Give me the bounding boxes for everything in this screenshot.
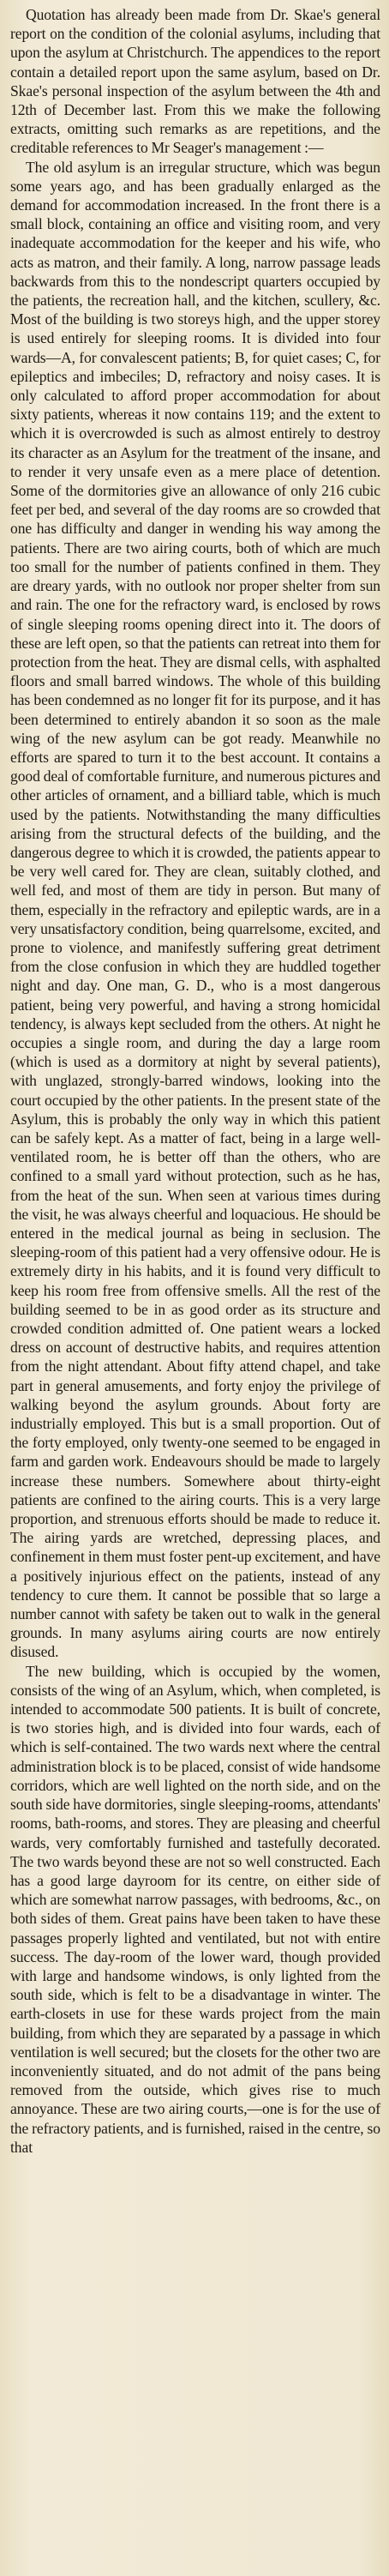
- paragraph-intro: Quotation has already been made from Dr. Skae's general report on the condition of the colonial asylums, including that upon the asylum at Christchurch. The appendices to the report contain a detailed report upon the same asylum, based on Dr. Skae's personal inspection of the asylum between the 4th and 12th of December last. From this we make the following extracts, omitting such remarks as are repetitions, and the creditable references to Mr Seager's management :—: [10, 6, 380, 157]
- paragraph-old-asylum: The old asylum is an irregular structure, which was begun some years ago, and has been gradually enlarged as the demand for accommodation increased. In the front there is a small block, containing an office and visiting room, and very inadequate accommodation for the keeper and his wife, who acts as matron, and their family. A long, narrow passage leads backwards from this to the nondescript quarters occupied by the patients, the recreation hall, and the kitchen, scullery, &c. Most of the building is two storeys high, and the upper storey is used entirely for sleeping rooms. It is divided into four wards—A, for convalescent patients; B, for quiet cases; C, for epileptics and imbeciles; D, refractory and noisy cases. It is only calculated to afford proper accommodation for about sixty patients, whereas it now contains 119; and the extent to which it is overcrowded is such as almost entirely to destroy its character as an Asylum for the treatment of the insane, and to render it very unsafe even as a mere place of detention. Some of the dormitories give an allowance of only 216 cubic feet per bed, and several of the day rooms are so crowded that one has difficulty and danger in wending his way among the patients. There are two airing courts, both of which are much too small for the number of patients confined in them. They are dreary yards, with no outlook nor proper shelter from sun and rain. The one for the refractory ward, is enclosed by rows of single sleeping rooms opening direct into it. The doors of these are left open, so that the patients can retreat into them for protection from the heat. They are dismal cells, with asphalted floors and small barred windows. The whole of this building has been condemned as no longer fit for its purpose, and it has been determined to entirely abandon it so soon as the male wing of the new asylum can be got ready. Meanwhile no efforts are spared to turn it to the best account. It contains a good deal of comfortable furniture, and numerous pictures and other articles of ornament, and a billiard table, which is much used by the patients. Notwithstanding the many difficulties arising from the structural defects of the building, and the dangerous degree to which it is crowded, the patients appear to be very well cared for. They are clean, suitably clothed, and well fed, and most of them are tidy in person. But many of them, especially in the refractory and epileptic wards, are in a very unsatisfactory condition, being quarrelsome, excited, and prone to violence, and manifestly suffering great detriment from the close confusion in which they are huddled together night and day. One man, G. D., who is a most dangerous patient, being very powerful, and having a strong homicidal tendency, is always kept secluded from the others. At night he occupies a single room, and during the day a large room (which is used as a dormitory at night by several patients), with unglazed, strongly-barred windows, looking into the court occupied by the other patients. In the present state of the Asylum, this is probably the only way in which this patient can be safely kept. As a matter of fact, being in a large well-ventilated room, he is better off than the others, who are confined to a small yard without protection, such as he has, from the heat of the sun. When seen at various times during the visit, he was always cheerful and loquacious. He should be entered in the medical journal as being in seclusion. The sleeping-room of this patient had a very offensive odour. He is extremely dirty in his habits, and it is found very difficult to keep his room free from offensive smells. All the rest of the building seemed to be in as good order as its structure and crowded condition admitted of. One patient wears a locked dress on account of destructive habits, and requires attention from the night attendant. About fifty attend chapel, and take part in general amusements, and forty enjoy the privilege of walking beyond the asylum grounds. About forty are industrially employed. This but is a small proportion. Out of the forty employed, only twenty-one seemed to be engaged in farm and garden work. Endeavours should be made to largely increase these numbers. Somewhere about thirty-eight patients are confined to the airing courts. This is a very large proportion, and strenuous efforts should be made to reduce it. The airing yards are wretched, depressing places, and confinement in them must foster pent-up excitement, and have a positively injurious effect on the patients, instead of any tendency to cure them. It cannot be possible that so large a number cannot with safety be taken out to walk in the general grounds. In many asylums airing courts are now entirely disused.: [10, 158, 380, 1661]
- paragraph-new-building: The new building, which is occupied by the women, consists of the wing of an Asylum, which, when completed, is intended to accommodate 500 patients. It is built of concrete, is two stories high, and is divided into four wards, each of which is self-contained. The two wards next where the central administration block is to be placed, consist of wide handsome corridors, which are well lighted on the north side, and on the south side have dormitories, single sleeping-rooms, attendants' rooms, bath-rooms, and stores. They are pleasing and cheerful wards, very comfortably furnished and tastefully decorated. The two wards beyond these are not so well constructed. Each has a good large dayroom for its centre, on either side of which are somewhat narrow passages, with bedrooms, &c., on both sides of them. Great pains have been taken to have these passages properly lighted and ventilated, but not with entire success. The day-room of the lower ward, though provided with large and handsome windows, is only lighted from the south side, which is felt to be a disadvantage in winter. The earth-closets in use for these wards project from the main building, from which they are separated by a passage in which ventilation is well secured; but the closets for the other two are inconveniently situated, and do not admit of the pans being removed from the outside, which gives rise to much annoyance. These are two airing courts,—one is for the use of the refractory patients, and is furnished, raised in the centre, so that: [10, 1662, 380, 2156]
